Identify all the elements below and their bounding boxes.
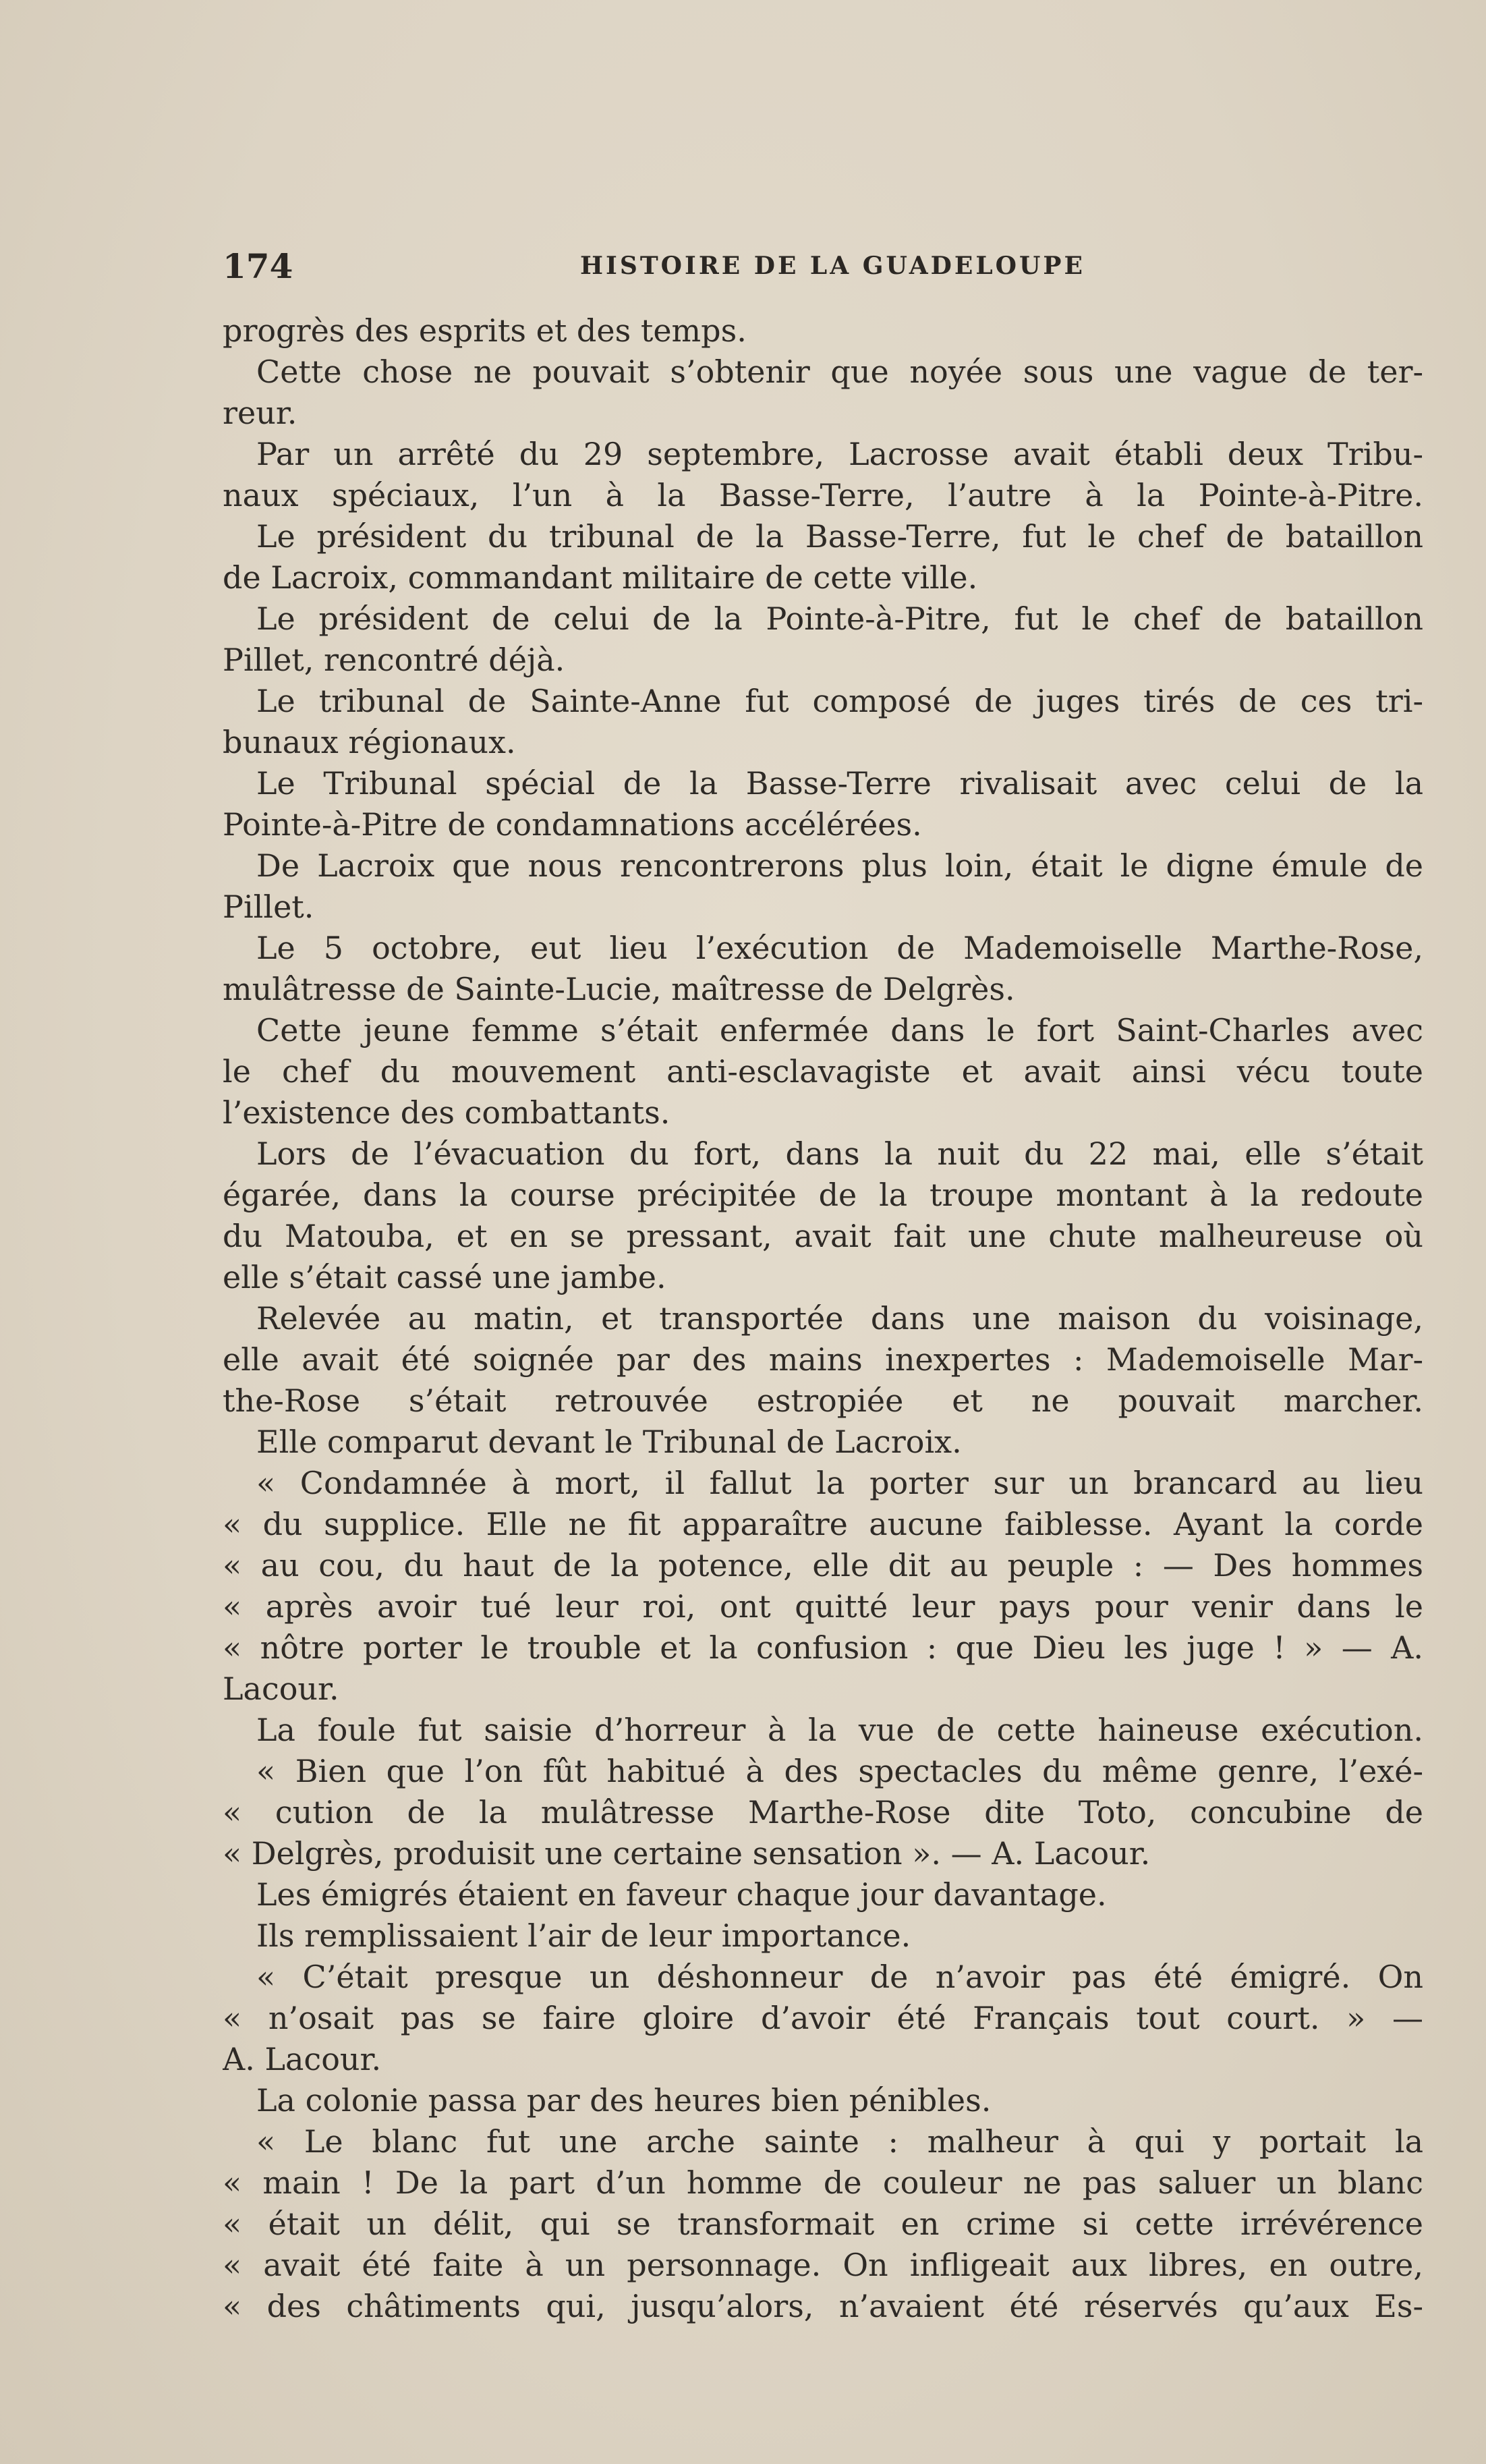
text-line: Le 5 octobre, eut lieu l’exécution de Mademoiselle Marthe-Rose,: [256, 930, 1423, 966]
text-line: De Lacroix que nous rencontrerons plus loin, était le digne émule de: [256, 847, 1423, 884]
running-title: HISTOIRE DE LA GUADELOUPE: [580, 252, 1085, 280]
text-line: « était un délit, qui se transformait en crime si cette irrévérence: [223, 2206, 1423, 2242]
text-line: Lors de l’évacuation du fort, dans la nuit du 22 mai, elle s’était: [256, 1136, 1423, 1172]
text-line: the-Rose s’était retrouvée estropiée et ne pouvait marcher.: [223, 1382, 1423, 1419]
text-line: La colonie passa par des heures bien pénibles.: [256, 2082, 992, 2119]
text-line: elle avait été soignée par des mains inexpertes : Mademoiselle Mar-: [223, 1341, 1423, 1378]
page-number: 174: [223, 246, 293, 286]
text-line: reur.: [223, 395, 297, 431]
text-line: le chef du mouvement anti-esclavagiste et avait ainsi vécu toute: [223, 1053, 1423, 1090]
text-line: Elle comparut devant le Tribunal de Lacroix.: [256, 1424, 962, 1460]
text-line: Ils remplissaient l’air de leur importance.: [256, 1917, 911, 1954]
text-line: Par un arrêté du 29 septembre, Lacrosse avait établi deux Tribu-: [256, 436, 1423, 472]
text-line: Cette jeune femme s’était enfermée dans le fort Saint-Charles avec: [256, 1012, 1423, 1048]
text-line: Pillet, rencontré déjà.: [223, 642, 565, 678]
text-line: Relevée au matin, et transportée dans une maison du voisinage,: [256, 1300, 1423, 1337]
text-line: Le Tribunal spécial de la Basse-Terre rivalisait avec celui de la: [256, 765, 1423, 802]
text-line: « C’était presque un déshonneur de n’avoir pas été émigré. On: [256, 1959, 1423, 1995]
text-line: de Lacroix, commandant militaire de cette ville.: [223, 559, 978, 596]
text-line: naux spéciaux, l’un à la Basse-Terre, l’autre à la Pointe-à-Pitre.: [223, 477, 1423, 513]
text-line: « main ! De la part d’un homme de couleur ne pas saluer un blanc: [223, 2164, 1423, 2201]
text-line: égarée, dans la course précipitée de la troupe montant à la redoute: [223, 1177, 1423, 1213]
text-line: mulâtresse de Sainte-Lucie, maîtresse de Delgrès.: [223, 971, 1015, 1007]
text-line: « Condamnée à mort, il fallut la porter sur un brancard au lieu: [256, 1465, 1423, 1501]
text-line: « Bien que l’on fût habitué à des spectacles du même genre, l’exé-: [256, 1753, 1423, 1789]
text-line: bunaux régionaux.: [223, 724, 516, 760]
text-line: « Delgrès, produisit une certaine sensation ». — A. Lacour.: [223, 1835, 1151, 1872]
text-line: Le président de celui de la Pointe-à-Pitre, fut le chef de bataillon: [256, 600, 1423, 637]
text-line: La foule fut saisie d’horreur à la vue de cette haineuse exécution.: [256, 1712, 1423, 1748]
text-line: « Le blanc fut une arche sainte : malheur à qui y portait la: [256, 2123, 1423, 2160]
text-line: l’existence des combattants.: [223, 1094, 670, 1131]
body-text: [223, 310, 1423, 2327]
text-line: « des châtiments qui, jusqu’alors, n’avaient été réservés qu’aux Es-: [223, 2288, 1423, 2324]
text-line: « au cou, du haut de la potence, elle dit au peuple : — Des hommes: [223, 1547, 1423, 1584]
text-line: Le tribunal de Sainte-Anne fut composé de juges tirés de ces tri-: [256, 683, 1423, 719]
text-line: « après avoir tué leur roi, ont quitté leur pays pour venir dans le: [223, 1588, 1423, 1625]
text-line: du Matouba, et en se pressant, avait fait une chute malheureuse où: [223, 1218, 1423, 1254]
text-line: Pillet.: [223, 889, 314, 925]
page-header: [223, 240, 1423, 293]
text-line: elle s’était cassé une jambe.: [223, 1259, 666, 1295]
text-line: « du supplice. Elle ne fit apparaître aucune faiblesse. Ayant la corde: [223, 1506, 1423, 1542]
text-line: « nôtre porter le trouble et la confusion : que Dieu les juge ! » — A.: [223, 1629, 1423, 1666]
text-line: Les émigrés étaient en faveur chaque jour davantage.: [256, 1876, 1107, 1913]
text-line: Le président du tribunal de la Basse-Terre, fut le chef de bataillon: [256, 518, 1423, 555]
text-line: A. Lacour.: [223, 2041, 382, 2077]
text-line: Cette chose ne pouvait s’obtenir que noyée sous une vague de ter-: [256, 354, 1423, 390]
text-line: Lacour.: [223, 1671, 339, 1707]
text-line: Pointe-à-Pitre de condamnations accélérées.: [223, 806, 922, 843]
text-line: « cution de la mulâtresse Marthe-Rose dite Toto, concubine de: [223, 1794, 1423, 1830]
text-line: « n’osait pas se faire gloire d’avoir été Français tout court. » —: [223, 2000, 1423, 2036]
text-line: « avait été faite à un personnage. On infligeait aux libres, en outre,: [223, 2247, 1423, 2283]
text-line: progrès des esprits et des temps.: [223, 312, 747, 349]
